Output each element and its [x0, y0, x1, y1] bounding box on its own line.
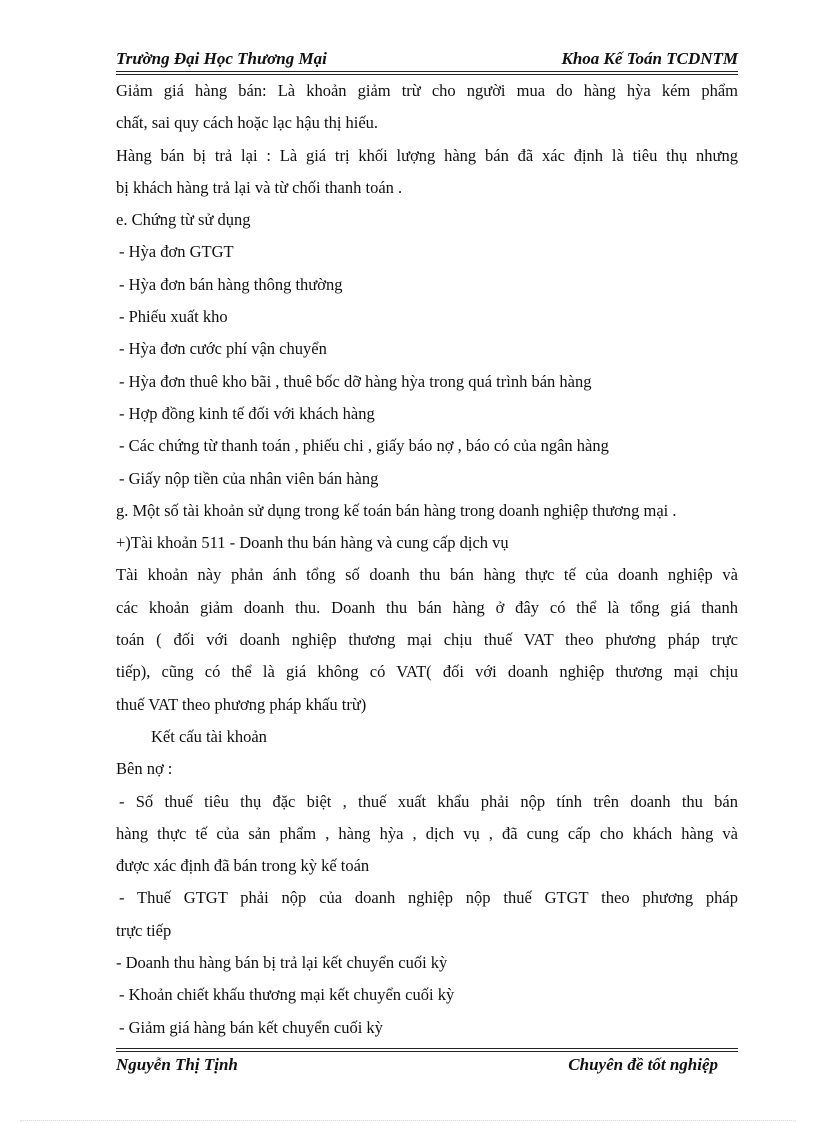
body-line: Giảm giá hàng bán: Là khoản giảm trừ cho người mua do hàng hỳa kém phẩm	[116, 81, 738, 100]
document-body	[116, 75, 738, 1044]
subsection-heading: Kết cấu tài khoản	[151, 726, 267, 746]
list-item: - Giảm giá hàng bán kết chuyển cuối kỳ	[119, 1017, 383, 1037]
body-line: - Số thuế tiêu thụ đặc biệt , thuế xuất khẩu phải nộp tính trên doanh thu bán	[119, 791, 738, 811]
list-item: - Giấy nộp tiền của nhân viên bán hàng	[119, 468, 379, 488]
body-line: chất, sai quy cách hoặc lạc hậu thị hiếu.	[116, 113, 379, 133]
body-line: trực tiếp	[116, 920, 172, 940]
list-item: - Hỳa đơn cước phí vận chuyển	[119, 339, 327, 359]
account-heading: +)Tài khoản 511 - Doanh thu bán hàng và cung cấp dịch vụ	[116, 533, 509, 553]
list-item: - Các chứng từ thanh toán , phiếu chi , giấy báo nợ , báo có của ngân hàng	[119, 436, 609, 456]
page-bottom-dotted-rule	[20, 1120, 796, 1121]
body-line: toán ( đối với doanh nghiệp thương mại chịu thuế VAT theo phương pháp trực	[116, 630, 738, 650]
body-line: - Thuế GTGT phải nộp của doanh nghiệp nộp thuế GTGT theo phương pháp	[119, 888, 738, 908]
header-faculty-name: Khoa Kế Toán TCDNTM	[561, 49, 738, 68]
body-line: các khoản giảm doanh thu. Doanh thu bán hàng ở đây có thể là tổng giá thanh	[116, 597, 738, 617]
body-line: tiếp), cũng có thể là giá không có VAT( đối với doanh nghiệp thương mại chịu	[116, 662, 738, 682]
list-item: - Hỳa đơn bán hàng thông thường	[119, 274, 343, 294]
list-item: - Doanh thu hàng bán bị trả lại kết chuyển cuối kỳ	[116, 953, 448, 973]
list-item: - Hỳa đơn GTGT	[119, 242, 234, 262]
list-item: - Khoản chiết khấu thương mại kết chuyển cuối kỳ	[119, 985, 455, 1005]
body-line: thuế VAT theo phương pháp khấu trừ)	[116, 694, 367, 714]
list-item: - Hợp đồng kinh tế đối với khách hàng	[119, 403, 375, 423]
page-header	[116, 49, 738, 73]
body-line: Tài khoản này phản ánh tổng số doanh thu bán hàng thực tế của doanh nghiệp và	[116, 565, 738, 585]
body-line: bị khách hàng trả lại và từ chối thanh toán .	[116, 177, 403, 197]
subsection-heading: Bên nợ :	[116, 759, 173, 779]
list-item: - Hỳa đơn thuê kho bãi , thuê bốc dỡ hàng hỳa trong quá trình bán hàng	[119, 371, 592, 391]
list-item: - Phiếu xuất kho	[119, 307, 228, 327]
section-heading: e. Chứng từ sử dụng	[116, 210, 251, 230]
footer-document-title: Chuyên đề tốt nghiệp	[568, 1055, 718, 1074]
section-heading: g. Một số tài khoản sử dụng trong kế toán bán hàng trong doanh nghiệp thương mại .	[116, 500, 677, 520]
body-line: hàng thực tế của sản phẩm , hàng hỳa , dịch vụ , đã cung cấp cho khách hàng và	[116, 823, 738, 843]
header-school-name: Trường Đại Học Thương Mại	[116, 49, 327, 68]
page-footer	[116, 1055, 718, 1079]
footer-double-rule	[116, 1048, 738, 1052]
body-line: được xác định đã bán trong kỳ kế toán	[116, 856, 370, 876]
body-line: Hàng bán bị trả lại : Là giá trị khối lượng hàng bán đã xác định là tiêu thụ nhưng	[116, 145, 738, 165]
footer-author-name: Nguyễn Thị Tịnh	[116, 1055, 238, 1074]
